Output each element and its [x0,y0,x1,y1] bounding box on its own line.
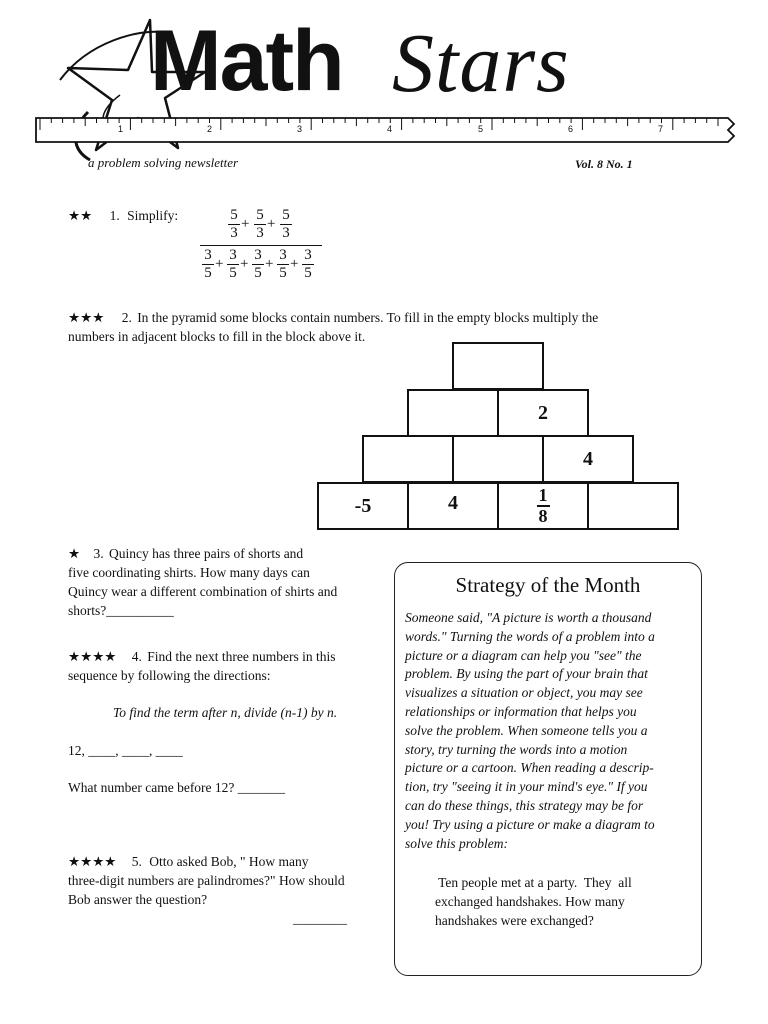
problem-text-line: shorts?__________ [68,603,174,618]
strategy-body-line: picture or a cartoon. When reading a descrip- [405,760,654,776]
strategy-body-line: picture or a diagram can help you "see" the [405,647,642,663]
ruler-label-4: 4 [387,124,393,134]
difficulty-stars: ★ [68,546,81,561]
masthead [0,0,768,190]
frac-den: 5 [252,264,264,282]
frac-num: 5 [230,207,238,223]
main-fraction-bar [200,245,322,246]
frac-num: 3 [229,247,237,263]
problem-text-line: five coordinating shirts. How many days can [68,565,310,580]
strategy-body-line: you! Try using a picture or make a diagram to [405,816,655,832]
ruler-label-2: 2 [207,124,213,134]
ruler-label-7: 7 [658,124,664,134]
pyramid-block-bottom-2: 4 [407,482,499,530]
problem-number: 2. [121,310,132,325]
ruler-label-3: 3 [297,124,303,134]
pyramid-block-row2-left [407,389,499,437]
frac-num: 5 [282,207,290,223]
difficulty-stars: ★★ [68,208,93,223]
frac-den: 3 [228,224,240,242]
problem-5 [68,852,388,909]
frac-num: 3 [279,247,287,263]
problem-3 [68,544,388,620]
problem-text-line: numbers in adjacent blocks to fill in the block above it. [68,329,366,344]
problem-number: 4. [131,649,142,664]
logo-stars-text: Stars [392,17,570,110]
ruler-label-6: 6 [568,124,574,134]
strategy-body-line: solve this problem: [405,835,508,851]
fraction-denominator: 8 [538,506,548,526]
problem-text-line: three-digit numbers are palindromes?" How should [68,873,345,888]
frac-den: 5 [227,264,239,282]
difficulty-stars: ★★★ [68,310,105,325]
frac-den: 5 [277,264,289,282]
plus-sign: + [241,216,250,232]
strategy-body-line: story, try turning the words into a motion [405,741,628,757]
pyramid-block-bottom-4 [587,482,679,530]
difficulty-stars: ★★★★ [68,649,117,664]
answer-blank: ________ [293,911,347,926]
problem-text-line: Bob answer the question? [68,892,208,907]
problem-number: 1. [109,208,120,223]
frac-num: 3 [304,247,312,263]
frac-num: 5 [256,207,264,223]
handshake-problem-line: handshakes were exchanged? [435,913,594,928]
before-12-question: What number came before 12? _______ [68,780,286,795]
ruler-labels [0,124,768,142]
problem-text-line: Quincy has three pairs of shorts and [108,546,304,561]
ruler-label-5: 5 [478,124,484,134]
fraction-denominator [200,247,325,285]
sequence-rule: To find the term after n, divide (n-1) by n. [113,705,338,720]
strategy-body-line: Someone said, "A picture is worth a thousand [405,610,652,625]
strategy-body [405,609,699,853]
problem-text-line: In the pyramid some blocks contain numbers. To fill in the empty blocks multiply the [137,310,599,325]
problem-4 [68,647,388,685]
pyramid-block-bottom-1: -5 [317,482,409,530]
strategy-body-line: visualizes a situation or object, you may see [405,685,643,701]
handshake-problem [435,873,675,930]
sequence-blanks: 12, ____, ____, ____ [68,743,183,758]
pyramid-block-row3-2 [452,435,544,483]
strategy-title: Strategy of the Month [455,573,641,597]
problem-number: 5. [131,854,142,869]
handshake-problem-line: Ten people met at a party. They all [435,875,632,890]
pyramid-block-row3-1 [362,435,454,483]
logo-math-text: Math [150,13,343,109]
frac-num: 3 [254,247,262,263]
plus-sign: + [265,256,274,272]
problem-text-line: Find the next three numbers in this [147,649,336,664]
problem-number: 3. [93,546,104,561]
strategy-body-line: problem. By using the part of your brain that [405,666,648,682]
pyramid-block-top [452,342,544,390]
volume-number: Vol. 8 No. 1 [575,157,633,171]
frac-den: 5 [202,264,214,282]
plus-sign: + [267,216,276,232]
fraction-numerator [228,207,328,245]
pyramid-block-row3-3: 4 [542,435,634,483]
handshake-problem-line: exchanged handshakes. How many [435,894,625,909]
plus-sign: + [240,256,249,272]
problem-text-line: Quincy wear a different combination of shirts and [68,584,338,599]
fraction-numerator: 1 [538,485,548,505]
problem-text-line: Otto asked Bob, " How many [149,854,309,869]
frac-num: 3 [204,247,212,263]
plus-sign: + [290,256,299,272]
pyramid-block-row2-right: 2 [497,389,589,437]
difficulty-stars: ★★★★ [68,854,117,869]
plus-sign: + [215,256,224,272]
pyramid-block-bottom-3 [497,482,589,530]
strategy-body-line: can do these things, this strategy may be for [405,797,644,813]
frac-den: 5 [302,264,314,282]
problem-1 [68,206,178,225]
problem-text-line: sequence by following the directions: [68,668,271,683]
strategy-body-line: tion, try "seeing it in your mind's eye." If you [405,779,648,795]
complex-fraction [200,207,325,287]
strategy-body-line: solve the problem. When someone tells you a [405,722,648,738]
problem-text: Simplify: [127,208,179,223]
tagline: a problem solving newsletter [88,155,239,170]
problem-2 [68,308,708,346]
ruler-label-1: 1 [118,124,124,134]
frac-den: 3 [254,224,266,242]
strategy-of-the-month-box [394,562,702,976]
strategy-body-line: relationships or information that helps you [405,703,637,719]
strategy-body-line: words." Turning the words of a problem into a [405,628,655,644]
frac-den: 3 [280,224,292,242]
